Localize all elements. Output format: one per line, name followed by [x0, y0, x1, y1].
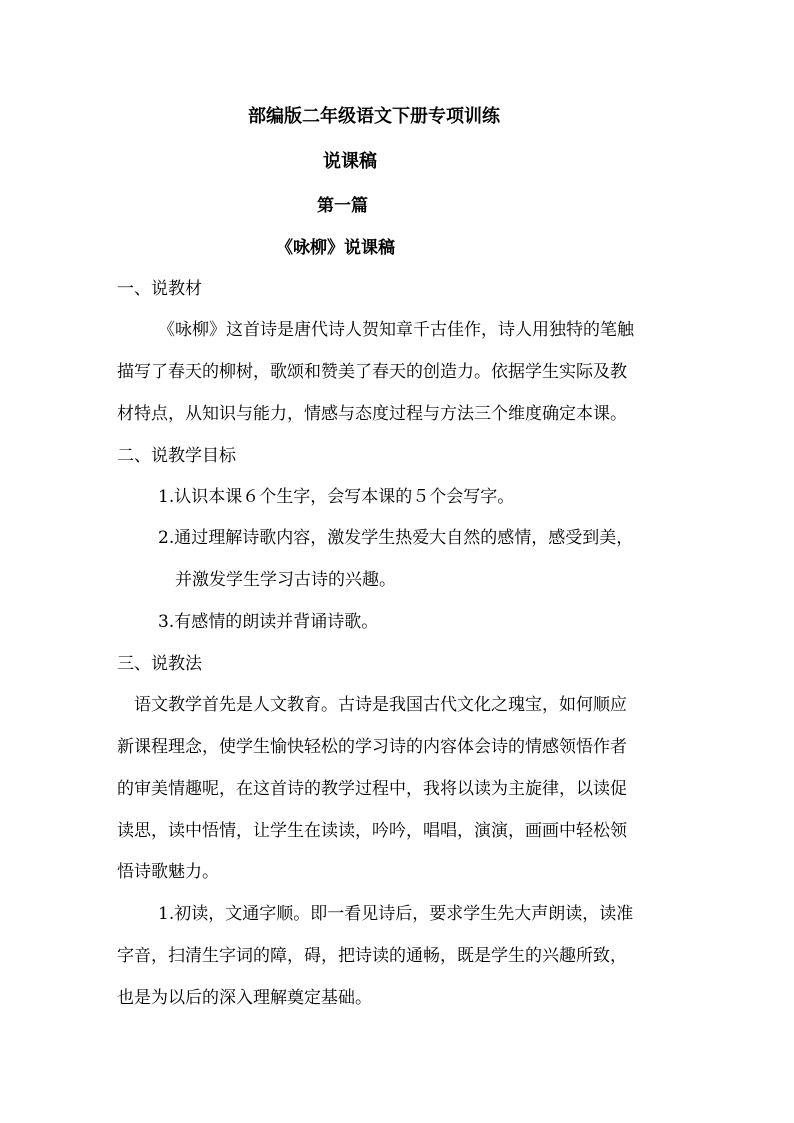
paragraph-line: 描写了春天的柳树，歌颂和赞美了春天的创造力。依据学生实际及教: [117, 362, 627, 382]
document-title: 部编版二年级语文下册专项训练: [248, 106, 500, 127]
paragraph-line: 的审美情趣呢，在这首诗的教学过程中，我将以读为主旋律，以读促: [117, 779, 627, 799]
paragraph-line: 语文教学首先是人文教育。古诗是我国古代文化之瑰宝，如何顺应: [134, 695, 627, 715]
section-heading: 二、说教学目标: [117, 446, 236, 466]
list-item: 3.有感情的朗读并背诵诗歌。: [158, 612, 379, 632]
paragraph-line: 悟诗歌魅力。: [117, 862, 219, 882]
paragraph-line: 字音，扫清生字词的障，碍，把诗读的通畅，既是学生的兴趣所致，: [117, 946, 627, 966]
paragraph-line: 《咏柳》这首诗是唐代诗人贺知章千古佳作，诗人用独特的笔触: [158, 320, 634, 340]
list-item-continuation: 并激发学生学习古诗的兴趣。: [175, 570, 396, 590]
paragraph-line: 读思，读中悟情，让学生在读读，吟吟，唱唱，演演，画画中轻松领: [117, 821, 627, 841]
list-item: 1.认识本课６个生字，会写本课的５个会写字。: [158, 487, 515, 507]
section-heading: 一、说教材: [117, 279, 202, 299]
paragraph-line: 也是为以后的深入理解奠定基础。: [117, 988, 372, 1008]
part-label: 第一篇: [317, 196, 368, 216]
paragraph-line: 材特点，从知识与能力，情感与态度过程与方法三个维度确定本课。: [117, 404, 627, 424]
section-heading: 三、说教法: [117, 654, 202, 674]
document-subtitle: 说课稿: [323, 151, 377, 172]
list-item: 2.通过理解诗歌内容，激发学生热爱大自然的感情，感受到美，: [158, 528, 634, 548]
paragraph-line: 新课程理念，使学生愉快轻松的学习诗的内容体会诗的情感领悟作者: [117, 737, 627, 757]
lesson-title: 《咏柳》说课稿: [276, 238, 395, 258]
list-item: 1.初读，文通字顺。即一看见诗后，要求学生先大声朗读，读准: [158, 904, 634, 924]
